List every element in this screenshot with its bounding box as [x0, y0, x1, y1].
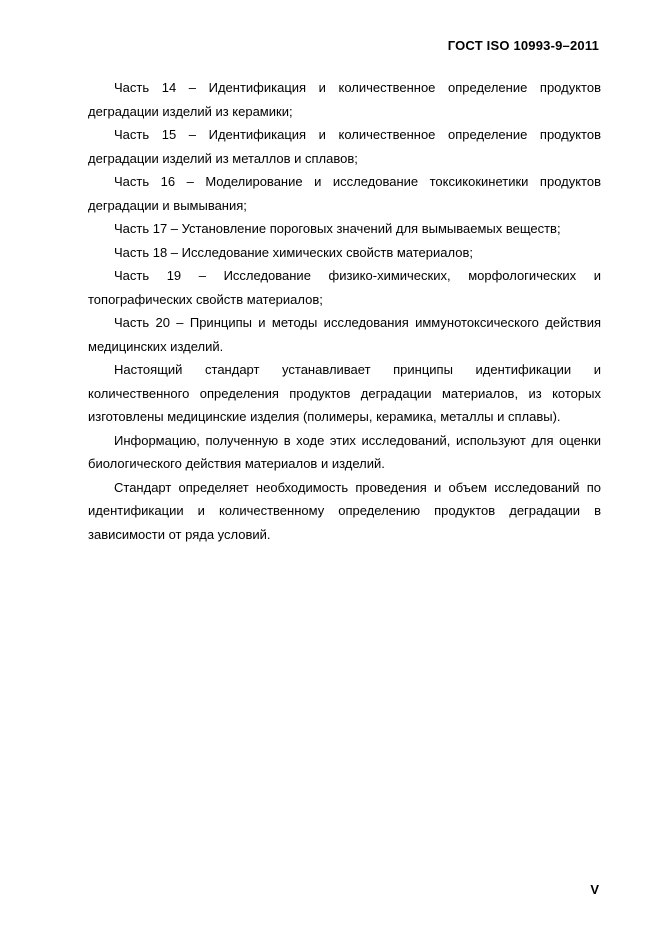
paragraph-part-16: Часть 16 – Моделирование и исследование токсикокинетики продуктов деградации и вымывания; — [88, 174, 601, 213]
paragraph-part-18: Часть 18 – Исследование химических свойств материалов; — [114, 244, 473, 260]
page-number: V — [590, 882, 599, 897]
paragraph-information-use: Информацию, полученную в ходе этих исследований, используют для оценки биологического действия материалов и изделий. — [88, 432, 601, 471]
paragraph-part-15: Часть 15 – Идентификация и количественное определение продуктов деградации изделий из металлов и сплавов; — [88, 127, 601, 166]
paragraph-scope: Настоящий стандарт устанавливает принципы идентификации и количественного определения продуктов деградации материалов, из которых изготовлены медицинские изделия (полимеры, керамика, металлы и сплавы). — [88, 362, 601, 424]
paragraph-part-14: Часть 14 – Идентификация и количественное определение продуктов деградации изделий из керамики; — [88, 80, 601, 119]
paragraph-requirements: Стандарт определяет необходимость проведения и объем исследований по идентификации и количественному определению продуктов деградации в зависимости от ряда условий. — [88, 479, 601, 542]
paragraph-part-19: Часть 19 – Исследование физико-химических, морфологических и топографических свойств материалов; — [88, 268, 601, 307]
document-body — [88, 76, 601, 546]
paragraph-part-17: Часть 17 – Установление пороговых значений для вымываемых веществ; — [114, 221, 561, 236]
document-code-header: ГОСТ ISO 10993-9–2011 — [447, 38, 599, 53]
paragraph-part-20: Часть 20 – Принципы и методы исследования иммунотоксического действия медицинских изделий. — [88, 315, 601, 354]
